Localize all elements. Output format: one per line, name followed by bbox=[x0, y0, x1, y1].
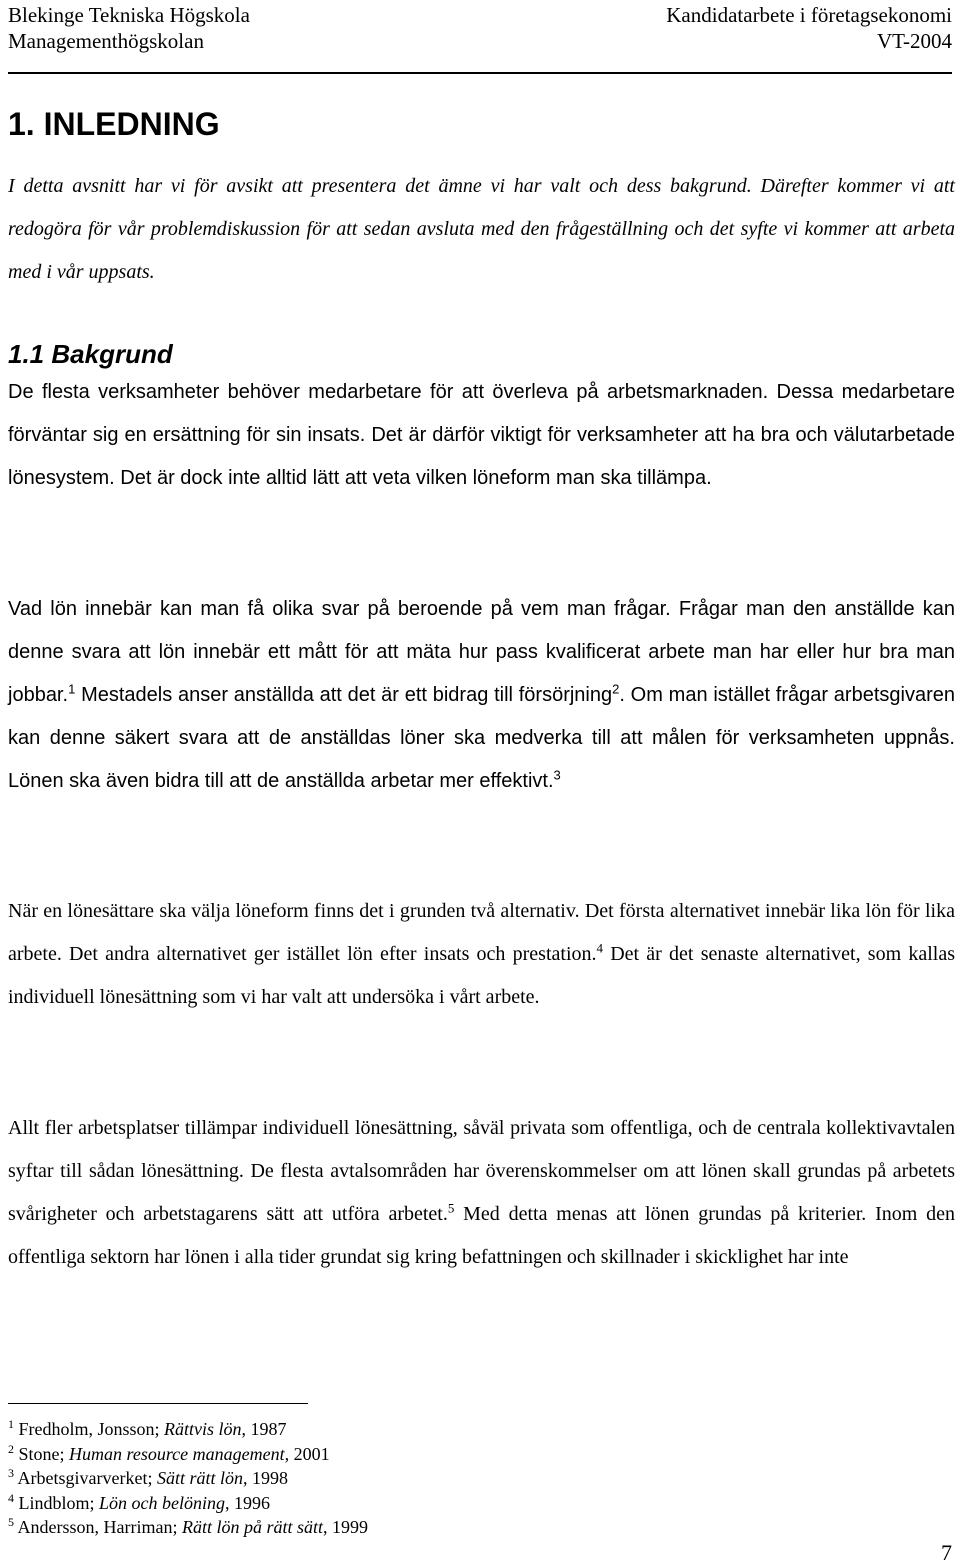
section-intro: I detta avsnitt har vi för avsikt att presentera det ämne vi har valt och dess bakgrund. Därefter kommer vi att redogöra för vår problemdiskussion för att sedan avsluta med den frågeställning och det syfte vi kommer att arbeta med i vår uppsats. bbox=[8, 175, 955, 283]
footnote-number: 4 bbox=[8, 1490, 14, 1505]
section-heading: 1. INLEDNING bbox=[8, 106, 220, 142]
paragraph-3-text-b: Det är det senaste alternativet, som kallas individuell lönesättning som vi har valt att undersöka i vårt arbete. bbox=[8, 943, 956, 1008]
header-course: Kandidatarbete i företagsekonomi bbox=[666, 3, 952, 27]
paragraph-2-text-a: Vad lön innebär kan man få olika svar på beroende på vem man frågar. Frågar man den anställde kan denne svara att lön innebär ett mått för att mäta hur pass kvalificerat arbete man har eller hur bra man jobbar. bbox=[8, 598, 955, 706]
footnote-number: 3 bbox=[8, 1466, 14, 1480]
footnote-author: Lindblom; bbox=[18, 1492, 99, 1513]
footnote-year: , 1987 bbox=[241, 1419, 287, 1439]
footnote bbox=[8, 1466, 368, 1491]
footnote-title: Lön och belöning bbox=[99, 1492, 225, 1513]
paragraph-1: De flesta verksamheter behöver medarbetare för att överleva på arbetsmarknaden. Dessa medarbetare förväntar sig en ersättning för sin insats. Det är därför viktigt för verksamheter att ha bra och välutarbetade lönesystem. Det är dock inte alltid lätt att veta vilken löneform man ska tillämpa. bbox=[8, 381, 955, 489]
paragraph-4 bbox=[8, 1107, 955, 1279]
header-right bbox=[666, 2, 952, 54]
subsection-heading: 1.1 Bakgrund bbox=[8, 339, 173, 369]
footnote-ref-2: 2 bbox=[612, 681, 620, 697]
footnote-author: Arbetsgivarverket; bbox=[17, 1468, 157, 1488]
footnote-ref-3: 3 bbox=[553, 767, 561, 783]
paragraph-2-text-b: Mestadels anser anställda att det är ett bidrag till försörjning bbox=[75, 684, 613, 706]
header-left bbox=[8, 2, 250, 54]
footnote-divider bbox=[8, 1403, 308, 1404]
paragraph-4-text-a: Allt fler arbetsplatser tillämpar individuell lönesättning, såväl privata som offentliga, och de centrala kollektivavtalen syftar till sådan lönesättning. De flesta avtalsområden har överenskommelser om att lönen skall grundas på arbetets svårigheter och arbetstagarens sätt att utföra arbetet. bbox=[8, 1117, 955, 1225]
paragraph-2-text-c: . Om man istället frågar arbetsgivaren kan denne säkert svara att de anställdas löner ska medverka till att målen för verksamheten uppnås. Lönen ska även bidra till att de anställda arbetar mer effektivt. bbox=[8, 684, 955, 792]
footnote bbox=[8, 1417, 368, 1442]
footnote bbox=[8, 1515, 368, 1540]
footnote-ref-4: 4 bbox=[596, 940, 604, 956]
footnote-author: Stone; bbox=[18, 1443, 70, 1464]
footnote bbox=[8, 1491, 368, 1516]
footnote-number: 1 bbox=[8, 1417, 14, 1431]
paragraph-3-text-a: När en lönesättare ska välja löneform finns det i grunden två alternativ. Det första alternativet innebär lika lön för lika arbete. Det andra alternativet ger istället lön efter insats och prestation. bbox=[8, 900, 955, 965]
footnote-year: , 1999 bbox=[323, 1517, 368, 1537]
footnotes-list bbox=[8, 1417, 368, 1540]
footnote-title: Rättvis lön bbox=[164, 1419, 242, 1439]
footnote-number: 2 bbox=[8, 1441, 14, 1456]
header-school: Managementhögskolan bbox=[8, 29, 204, 53]
paragraph-3 bbox=[8, 890, 955, 1019]
footnote-year: 2001 bbox=[289, 1443, 330, 1464]
footnote-author: Andersson, Harriman; bbox=[17, 1517, 182, 1537]
footnote-title: Human resource management, bbox=[69, 1443, 290, 1464]
footnote-author: Fredholm, Jonsson; bbox=[18, 1419, 165, 1439]
footnote-year: , 1998 bbox=[242, 1468, 288, 1488]
footnote-title: Sätt rätt lön bbox=[156, 1468, 243, 1488]
page-number: 7 bbox=[941, 1540, 952, 1565]
footnote-number: 5 bbox=[8, 1515, 14, 1529]
footnote-ref-1: 1 bbox=[68, 681, 76, 697]
header-university: Blekinge Tekniska Högskola bbox=[8, 3, 250, 27]
footnote-ref-5: 5 bbox=[447, 1200, 455, 1216]
paragraph-2 bbox=[8, 588, 955, 803]
header-divider bbox=[8, 72, 952, 74]
paragraph-4-text-b: Med detta menas att lönen grundas på kriterier. Inom den offentliga sektorn har lönen i alla tider grundat sig kring befattningen och skillnader i skicklighet har inte bbox=[8, 1203, 955, 1268]
footnote bbox=[8, 1442, 368, 1467]
header-term: VT-2004 bbox=[876, 29, 952, 53]
footnote-year: , 1996 bbox=[225, 1492, 270, 1513]
footnote-title: Rätt lön på rätt sätt bbox=[181, 1517, 323, 1537]
